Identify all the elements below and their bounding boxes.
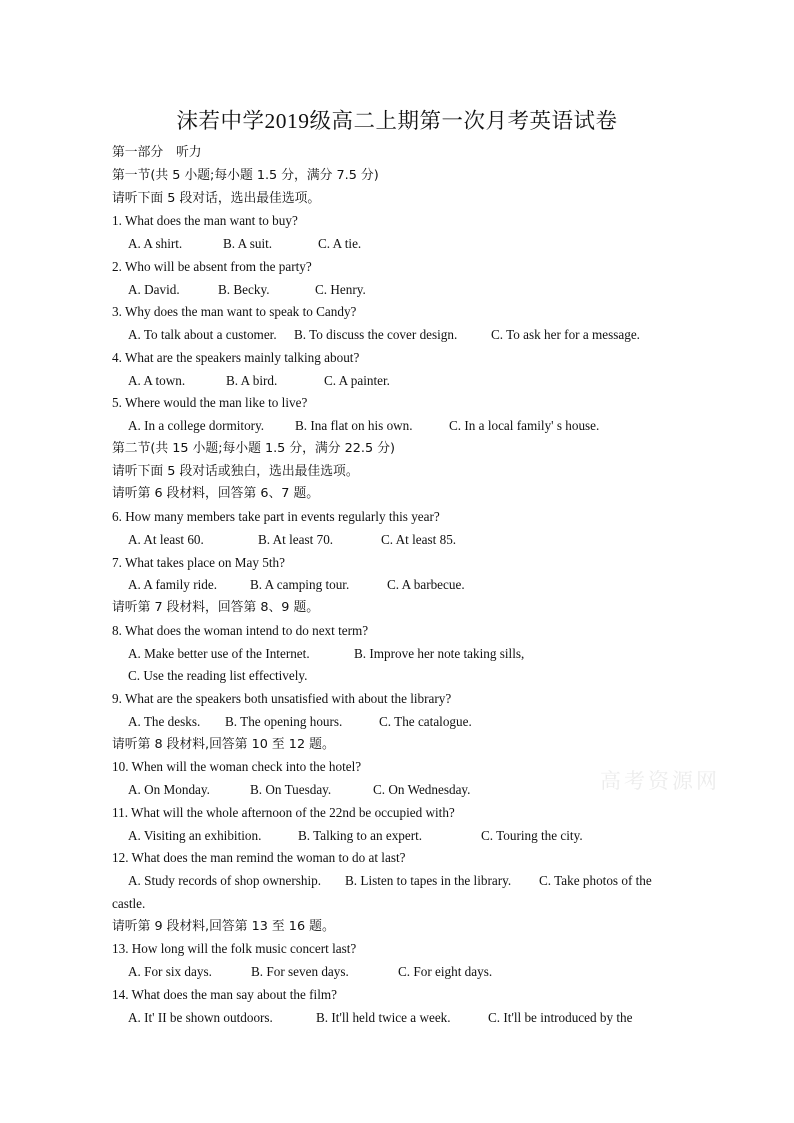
section-heading: 请听第 6 段材料，回答第 6、7 题。 [112,486,320,502]
option-row [112,370,692,393]
question-text: 5. Where would the man like to live? [112,395,308,411]
answer-option: C. Henry. [315,281,366,297]
answer-option: A. Make better use of the Internet. [128,645,310,661]
answer-option: B. A bird. [226,372,278,388]
answer-option: C. In a local family' s house. [449,418,600,433]
answer-option: C. At least 85. [381,531,457,547]
answer-option: C. A painter. [324,372,390,388]
exam-content [112,142,692,1029]
answer-option: B. The opening hours. [225,713,343,729]
answer-option: A. Study records of shop ownership. [128,873,322,888]
question-text: 2. Who will be absent from the party? [112,258,312,274]
answer-option: B. To discuss the cover design. [294,327,458,342]
section-heading: 请听第 9 段材料,回答第 13 至 16 题。 [112,918,335,934]
section-heading: 第一节(共 5 小题;每小题 1.5 分，满分 7.5 分) [112,167,379,183]
answer-option: A. To talk about a customer. [128,327,277,342]
answer-option: A. Visiting an exhibition. [128,827,262,843]
watermark: 高考资源网 [600,769,720,793]
section-heading: 第一部分 听力 [112,145,202,160]
question-text: 8. What does the woman intend to do next term? [112,622,369,638]
answer-option: A. A family ride. [128,577,218,593]
question-text: 14. What does the man say about the film? [112,986,337,1002]
answer-option: C. Take photos of the [539,873,652,888]
answer-option: B. Improve her note taking sills, [354,645,525,661]
option-row [112,279,692,302]
option-row [112,415,692,438]
question-text: 6. How many members take part in events regularly this year? [112,509,440,524]
answer-option: C. On Wednesday. [373,782,471,797]
answer-option: A. For six days. [128,964,212,979]
question-text: 4. What are the speakers mainly talking about? [112,349,360,365]
option-row [112,711,692,734]
answer-option: A. A town. [128,372,186,388]
answer-option: C. It'll be introduced by the [488,1009,633,1025]
section-heading: 第二节(共 15 小题;每小题 1.5 分，满分 22.5 分) [112,440,395,456]
section-heading: 请听下面 5 段对话或独白，选出最佳选项。 [112,463,359,479]
question-text: castle. [112,895,146,911]
answer-option: C. The catalogue. [379,713,472,729]
question-text: 10. When will the woman check into the hotel? [112,759,362,775]
answer-option: C. For eight days. [398,964,493,979]
answer-option: A. At least 60. [128,531,204,547]
answer-option: B. Becky. [218,281,270,297]
answer-option: A. On Monday. [128,782,210,797]
question-text: 9. What are the speakers both unsatisfied with about the library? [112,691,452,706]
section-heading: 请听第 8 段材料,回答第 10 至 12 题。 [112,736,335,752]
question-text: 13. How long will the folk music concert last? [112,941,357,957]
answer-option: B. At least 70. [258,531,334,547]
answer-option: A. In a college dormitory. [128,418,265,433]
option-row [112,1007,692,1030]
answer-option: B. Ina flat on his own. [295,418,413,433]
question-text: 3. Why does the man want to speak to Candy? [112,304,357,320]
answer-option: C. Touring the city. [481,827,583,843]
page-title: 沫若中学2019级高二上期第一次月考英语试卷 [176,109,618,133]
answer-option: B. For seven days. [251,964,349,979]
answer-option: B. Talking to an expert. [298,827,423,843]
answer-option: A. It' II be shown outdoors. [128,1009,273,1025]
option-row [112,870,692,893]
answer-option: B. On Tuesday. [250,782,332,797]
answer-option: B. A camping tour. [250,577,350,593]
answer-option: C. To ask her for a message. [491,327,640,342]
question-text: 11. What will the whole afternoon of the 22nd be occupied with? [112,804,455,820]
option-row [112,574,692,597]
option-row [112,961,692,984]
option-row [112,233,692,256]
option-row [112,665,692,688]
option-row [112,643,692,666]
question-text: 1. What does the man want to buy? [112,213,298,229]
question-text: 12. What does the man remind the woman to do at last? [112,850,406,866]
answer-option: A. The desks. [128,713,201,729]
option-row [112,529,692,552]
answer-option: B. A suit. [223,236,273,251]
option-row [112,825,692,848]
answer-option: C. Use the reading list effectively. [128,668,308,684]
answer-option: B. It'll held twice a week. [316,1009,451,1025]
answer-option: C. A barbecue. [387,577,465,593]
option-row [112,324,692,347]
answer-option: C. A tie. [318,236,362,251]
section-heading: 请听下面 5 段对话，选出最佳选项。 [112,190,321,206]
answer-option: A. A shirt. [128,236,183,251]
section-heading: 请听第 7 段材料，回答第 8、9 题。 [112,600,320,615]
answer-option: A. David. [128,281,180,297]
answer-option: B. Listen to tapes in the library. [345,873,512,888]
question-text: 7. What takes place on May 5th? [112,554,285,570]
